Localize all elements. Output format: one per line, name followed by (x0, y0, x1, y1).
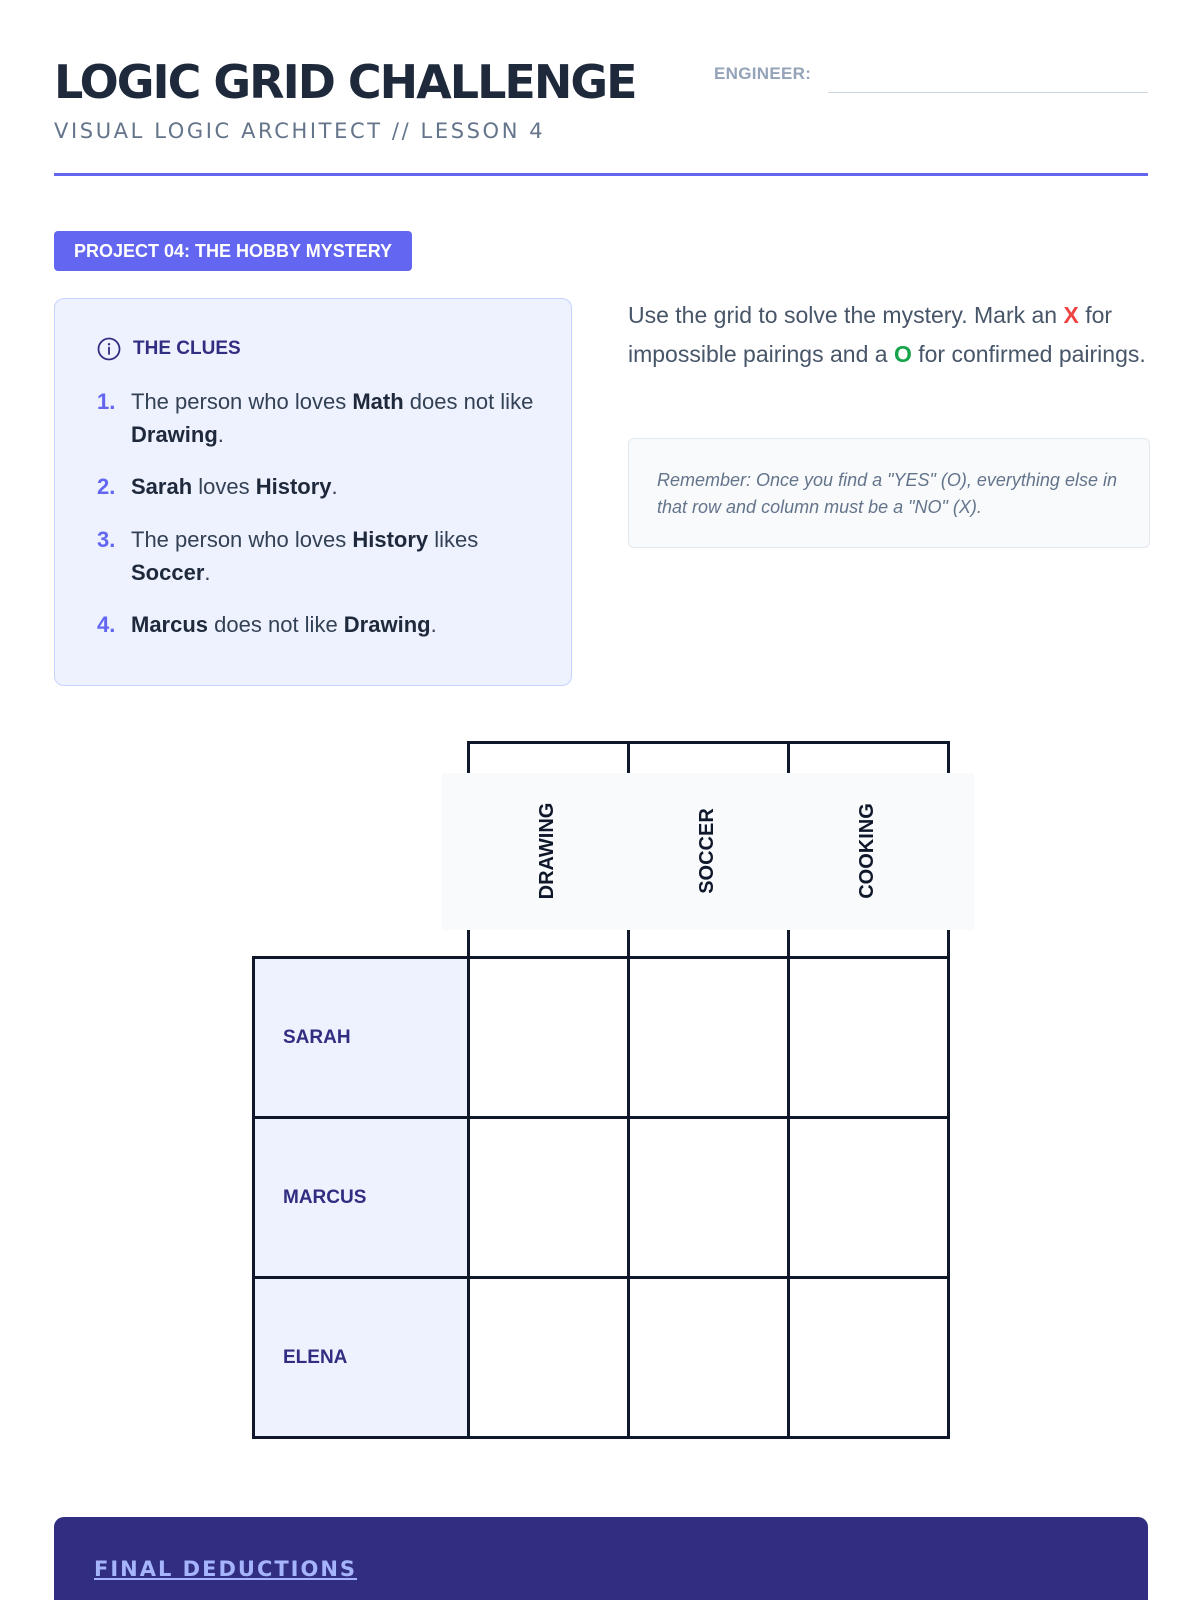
clue-text-part: does not like (403, 389, 534, 414)
clue-item-4 (97, 608, 537, 641)
page-subtitle: VISUAL LOGIC ARCHITECT // LESSON 4 (54, 119, 546, 143)
engineer-label: ENGINEER: (714, 64, 812, 83)
grid-line (467, 930, 470, 958)
clue-text-part: . (217, 422, 224, 447)
clue-keyword: Marcus (131, 612, 209, 637)
grid-cell-elena-cooking[interactable] (789, 1279, 946, 1436)
grid-line (627, 956, 630, 1439)
grid-line (627, 930, 630, 958)
clue-text (131, 385, 537, 451)
clue-keyword: Soccer (131, 560, 205, 585)
clue-keyword: Drawing (343, 612, 431, 637)
final-deductions-panel (54, 1517, 1148, 1600)
grid-line (467, 956, 470, 1439)
reminder-note (628, 438, 1150, 548)
grid-line (627, 741, 630, 773)
clue-keyword: History (352, 527, 429, 552)
grid-cell-marcus-soccer[interactable] (629, 1119, 786, 1276)
row-label: ELENA (283, 1346, 348, 1368)
clue-text (131, 608, 437, 641)
grid-line (252, 956, 950, 959)
grid-line (787, 956, 790, 1439)
clue-number: 4. (97, 612, 116, 637)
grid-cell-sarah-drawing[interactable] (469, 959, 626, 1116)
clue-text-part: loves (192, 474, 256, 499)
clue-text-part: likes (428, 527, 479, 552)
clue-number: 2. (97, 474, 116, 499)
clue-number: 3. (97, 527, 116, 552)
grid-line (252, 1436, 950, 1439)
row-label: SARAH (283, 1026, 351, 1048)
grid-line (947, 930, 950, 958)
clues-heading: THE CLUES (133, 338, 241, 359)
instructions-part: for impossible pairings and a (628, 302, 1113, 367)
grid-line (252, 1116, 950, 1119)
grid-cell-elena-drawing[interactable] (469, 1279, 626, 1436)
clues-header (97, 337, 241, 361)
project-badge: PROJECT 04: THE HOBBY MYSTERY (54, 231, 412, 271)
grid-cell-sarah-soccer[interactable] (629, 959, 786, 1116)
grid-line (947, 956, 950, 1439)
instructions-part: for confirmed pairings. (911, 341, 1146, 367)
o-mark-legend: O (893, 341, 912, 367)
clue-text-part: . (331, 474, 338, 499)
clue-keyword: Sarah (131, 474, 193, 499)
grid-line (947, 741, 950, 773)
row-label: MARCUS (283, 1186, 367, 1208)
grid-line (252, 956, 255, 1439)
grid-line (787, 930, 790, 958)
engineer-name-field[interactable] (828, 92, 1148, 93)
grid-cell-marcus-cooking[interactable] (789, 1119, 946, 1276)
info-icon (97, 337, 121, 361)
clues-panel (54, 298, 572, 686)
column-label-drawing: DRAWING (536, 802, 558, 900)
header-divider (54, 173, 1148, 176)
grid-cell-sarah-cooking[interactable] (789, 959, 946, 1116)
clue-text (131, 523, 537, 589)
reminder-text: Remember: Once you find a "YES" (O), everything else in that row and column must be a "NO" (X). (657, 470, 1117, 517)
row-header-marcus (255, 1119, 468, 1276)
clue-item-1 (97, 385, 537, 451)
clue-keyword: Drawing (131, 422, 218, 447)
row-header-elena (255, 1279, 468, 1436)
clue-item-3 (97, 523, 537, 589)
clue-text-part: . (204, 560, 211, 585)
column-label-cooking: COOKING (856, 803, 878, 899)
grid-line (467, 741, 950, 744)
column-label-soccer: SOCCER (696, 808, 718, 894)
clue-item-2 (97, 470, 537, 503)
clue-keyword: History (255, 474, 332, 499)
clue-text (131, 470, 338, 503)
clue-text-part: The person who loves (131, 389, 353, 414)
final-deductions-heading: FINAL DEDUCTIONS (94, 1557, 358, 1581)
grid-cell-marcus-drawing[interactable] (469, 1119, 626, 1276)
clue-text-part: . (430, 612, 437, 637)
instructions-part: Use the grid to solve the mystery. Mark an (628, 302, 1064, 328)
x-mark-legend: X (1063, 302, 1079, 328)
page-title: LOGIC GRID CHALLENGE (54, 55, 636, 109)
clue-text-part: does not like (208, 612, 344, 637)
row-header-sarah (255, 959, 468, 1116)
clue-text-part: The person who loves (131, 527, 353, 552)
grid-line (787, 741, 790, 773)
grid-cell-elena-soccer[interactable] (629, 1279, 786, 1436)
clue-keyword: Math (352, 389, 404, 414)
clue-number: 1. (97, 389, 116, 414)
grid-line (252, 1276, 950, 1279)
grid-line (467, 741, 470, 773)
instructions-text (628, 296, 1150, 374)
